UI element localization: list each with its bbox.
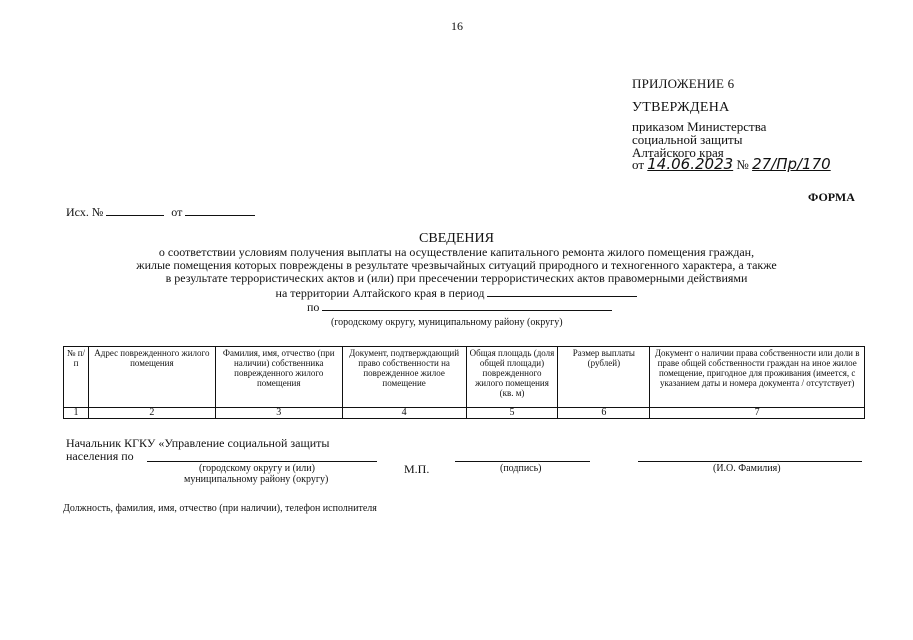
order-date: 14.06.2023 xyxy=(647,155,734,173)
outgoing-date-field xyxy=(185,204,255,216)
period-to-label: по xyxy=(307,300,320,314)
period-field xyxy=(487,285,637,297)
description-line-4 xyxy=(0,285,913,300)
outgoing-line xyxy=(66,204,255,220)
district-signature-line xyxy=(147,461,377,462)
outgoing-date-label: от xyxy=(171,205,183,219)
period-to-line xyxy=(307,299,612,315)
order-number: 27/Пр/170 xyxy=(752,155,831,173)
data-table xyxy=(63,346,865,419)
column-header: Размер выплаты (рублей) xyxy=(558,347,650,408)
order-date-line xyxy=(632,155,831,173)
name-hint: (И.О. Фамилия) xyxy=(713,463,781,474)
period-to-field xyxy=(322,299,612,311)
column-number: 6 xyxy=(558,408,650,419)
order-line-1: приказом Министерства xyxy=(632,119,767,134)
approved-label: УТВЕРЖДЕНА xyxy=(632,100,730,115)
description-line-2: жилые помещения которых повреждены в результате чрезвычайных ситуаций природного и техногенного характера, а также xyxy=(136,258,777,272)
column-number: 2 xyxy=(88,408,215,419)
column-header: Общая площадь (доля общей площади) поврежденного жилого помещения (кв. м) xyxy=(466,347,558,408)
form-label: ФОРМА xyxy=(808,190,855,204)
district-hint: (городскому округу, муниципальному району (округу) xyxy=(331,317,563,328)
appendix-label: ПРИЛОЖЕНИЕ 6 xyxy=(632,76,735,91)
signature-hint: (подпись) xyxy=(500,463,542,474)
number-prefix: № xyxy=(736,157,749,172)
column-number: 1 xyxy=(64,408,89,419)
district-hint-line-1: (городскому округу и (или) xyxy=(199,463,315,474)
page-number: 16 xyxy=(451,19,463,33)
table-header-row xyxy=(64,347,865,408)
date-prefix: от xyxy=(632,157,645,172)
column-header: № п/п xyxy=(64,347,89,408)
order-line-2: социальной защиты xyxy=(632,132,743,147)
column-number: 7 xyxy=(650,408,865,419)
description-line-3: в результате террористических актов и (или) при пресечении террористических актов правомерными действиями xyxy=(165,271,748,285)
outgoing-number-label: Исх. № xyxy=(66,205,104,219)
document-title: СВЕДЕНИЯ xyxy=(419,231,494,246)
head-title-line-1: Начальник КГКУ «Управление социальной защиты xyxy=(66,436,330,450)
column-number: 3 xyxy=(215,408,342,419)
signature-line xyxy=(455,461,590,462)
column-header: Документ о наличии права собственности или доли в праве общей собственности граждан на иное жилое помещение, пригодное для проживания (имеется, с указанием даты и номера документа / отсутствует) xyxy=(650,347,865,408)
description-line-1: о соответствии условиям получения выплаты на осуществление капитального ремонта жилого помещения граждан, xyxy=(158,245,755,259)
name-line xyxy=(638,461,862,462)
head-title-line-2: населения по xyxy=(66,449,134,463)
column-number: 5 xyxy=(466,408,558,419)
period-label: на территории Алтайского края в период xyxy=(275,286,485,300)
district-hint-line-2: муниципальному району (округу) xyxy=(184,474,329,485)
column-number: 4 xyxy=(342,408,466,419)
order-line-3: Алтайского края xyxy=(632,145,724,160)
column-header: Документ, подтверждающий право собственности на поврежденное жилое помещение xyxy=(342,347,466,408)
executor-label: Должность, фамилия, имя, отчество (при наличии), телефон исполнителя xyxy=(63,503,377,514)
table-row xyxy=(64,408,865,419)
column-header: Фамилия, имя, отчество (при наличии) собственника поврежденного жилого помещения xyxy=(215,347,342,408)
column-header: Адрес поврежденного жилого помещения xyxy=(88,347,215,408)
stamp-label: М.П. xyxy=(404,462,430,476)
outgoing-number-field xyxy=(106,204,164,216)
